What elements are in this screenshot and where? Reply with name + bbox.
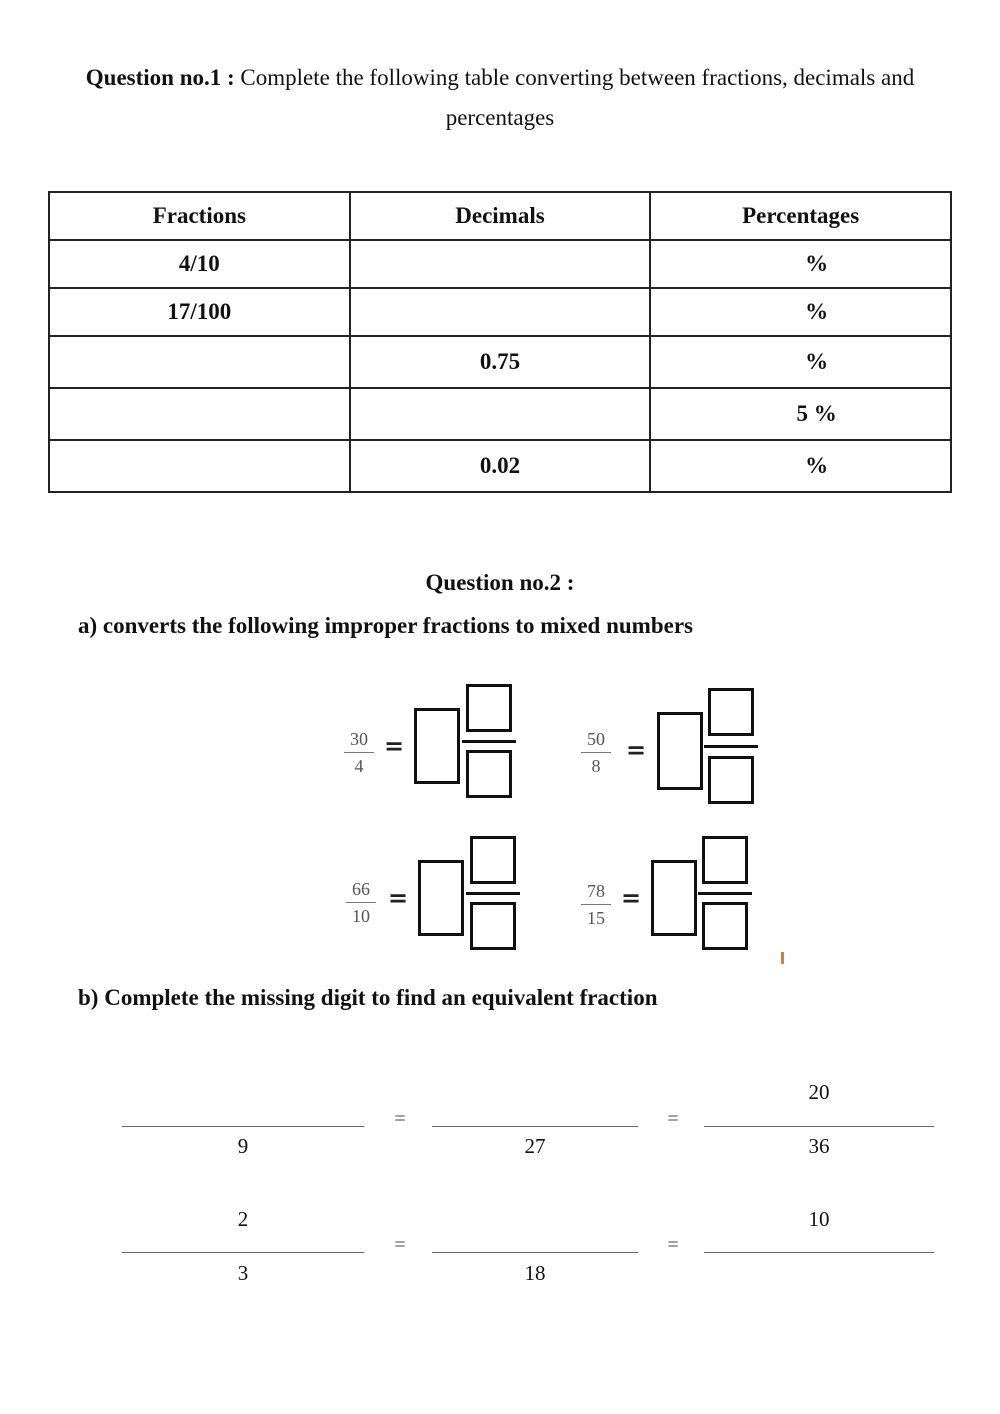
part-b-text: Complete the missing digit to find an equivalent fraction xyxy=(104,985,658,1010)
percentage-cell[interactable] xyxy=(650,440,951,492)
part-b-heading xyxy=(78,985,657,1011)
numerator-box[interactable] xyxy=(708,688,754,736)
table-row xyxy=(49,440,951,492)
fraction-bar xyxy=(704,745,758,748)
percentage-value: % xyxy=(805,453,829,478)
fraction-line xyxy=(122,1252,364,1253)
improper-fraction xyxy=(344,728,374,777)
fraction-cell[interactable] xyxy=(49,336,350,388)
fraction-line xyxy=(704,1252,934,1253)
whole-number-box[interactable] xyxy=(418,860,464,936)
whole-number-box[interactable] xyxy=(414,708,460,784)
question-1-instruction-cont: percentages xyxy=(445,105,555,130)
equals-sign: = xyxy=(621,884,642,912)
denominator-box[interactable] xyxy=(708,756,754,804)
conversion-table xyxy=(48,191,952,493)
denominator: 27 xyxy=(524,1134,546,1158)
numerator: 66 xyxy=(352,879,370,899)
denominator: 8 xyxy=(591,756,601,776)
denominator-box[interactable] xyxy=(702,902,748,950)
question-1-instruction: Complete the following table converting between fractions, decimals and xyxy=(240,65,915,90)
header-percentages: Percentages xyxy=(650,192,951,240)
decimal-cell[interactable] xyxy=(350,388,651,440)
equals-sign: = xyxy=(667,1234,679,1256)
equals-sign: = xyxy=(394,1108,406,1130)
numerator-box[interactable] xyxy=(466,684,512,732)
fraction-cell[interactable] xyxy=(49,388,350,440)
table-row xyxy=(49,388,951,440)
header-fractions: Fractions xyxy=(49,192,350,240)
numerator: 50 xyxy=(587,729,605,749)
fraction-cell: 4/10 xyxy=(49,240,350,288)
whole-number-box[interactable] xyxy=(651,860,697,936)
equals-sign: = xyxy=(394,1234,406,1256)
part-a-heading xyxy=(78,613,693,639)
question-1-label: Question no.1 : xyxy=(85,65,235,90)
equals-sign: = xyxy=(667,1108,679,1130)
fraction-line xyxy=(704,1126,934,1127)
numerator: 20 xyxy=(808,1080,830,1104)
percentage-cell[interactable] xyxy=(650,240,951,288)
fraction-line xyxy=(432,1252,638,1253)
part-b-label: b) xyxy=(78,985,99,1010)
fraction-cell: 17/100 xyxy=(49,288,350,336)
improper-fraction xyxy=(581,880,611,929)
question-1-heading xyxy=(40,58,960,138)
numerator-box[interactable] xyxy=(702,836,748,884)
equals-sign: = xyxy=(388,884,409,912)
fraction-cell[interactable] xyxy=(49,440,350,492)
equals-sign: = xyxy=(626,736,647,764)
fraction-bar xyxy=(698,892,752,895)
part-a-text: converts the following improper fractions to mixed numbers xyxy=(102,613,693,638)
denominator-box[interactable] xyxy=(466,750,512,798)
numerator: 78 xyxy=(587,881,605,901)
denominator: 9 xyxy=(237,1134,249,1158)
numerator-box[interactable] xyxy=(470,836,516,884)
improper-fraction xyxy=(346,878,376,927)
numerator: 30 xyxy=(350,729,368,749)
percentage-value: % xyxy=(805,251,829,276)
denominator: 36 xyxy=(808,1134,830,1158)
percentage-value: 5 % xyxy=(796,401,837,426)
whole-number-box[interactable] xyxy=(657,712,703,790)
denominator: 18 xyxy=(524,1261,546,1285)
table-row xyxy=(49,240,951,288)
improper-fraction xyxy=(581,728,611,777)
decimal-cell: 0.02 xyxy=(350,440,651,492)
fraction-bar xyxy=(466,892,520,895)
fraction-line xyxy=(122,1126,364,1127)
decimal-cell[interactable] xyxy=(350,288,651,336)
table-header-row xyxy=(49,192,951,240)
percentage-value: % xyxy=(805,299,829,324)
question-2-title: Question no.2 : xyxy=(425,570,575,595)
numerator: 2 xyxy=(237,1207,249,1231)
percentage-cell xyxy=(650,388,951,440)
table-row xyxy=(49,336,951,388)
denominator: 3 xyxy=(237,1261,249,1285)
orange-tick-mark xyxy=(781,952,784,964)
equals-sign: = xyxy=(384,732,405,760)
fraction-line xyxy=(432,1126,638,1127)
denominator: 15 xyxy=(587,908,605,928)
denominator: 10 xyxy=(352,906,370,926)
denominator: 4 xyxy=(354,756,364,776)
table-row xyxy=(49,288,951,336)
numerator: 10 xyxy=(808,1207,830,1231)
decimal-cell[interactable] xyxy=(350,240,651,288)
percentage-value: % xyxy=(805,349,829,374)
decimal-cell: 0.75 xyxy=(350,336,651,388)
percentage-cell[interactable] xyxy=(650,336,951,388)
header-decimals: Decimals xyxy=(350,192,651,240)
denominator-box[interactable] xyxy=(470,902,516,950)
part-a-label: a) xyxy=(78,613,98,638)
fraction-bar xyxy=(462,740,516,743)
percentage-cell[interactable] xyxy=(650,288,951,336)
